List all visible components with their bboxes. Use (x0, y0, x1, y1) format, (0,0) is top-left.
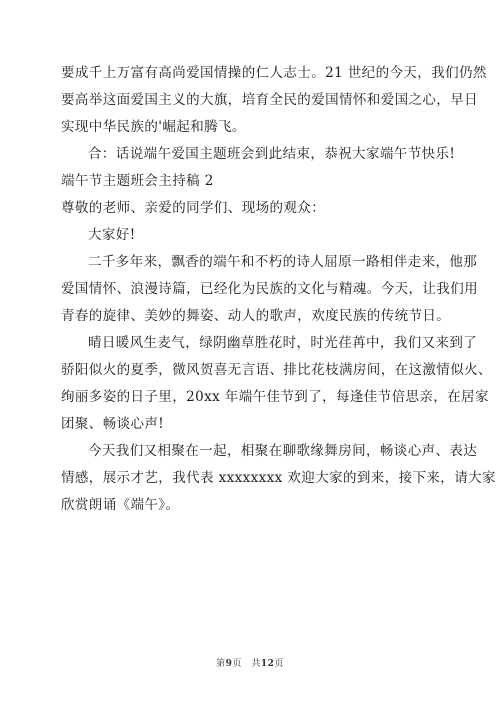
document-body (61, 60, 496, 519)
text-line: 团聚、畅谈心声! (61, 416, 165, 432)
page-footer (0, 656, 500, 669)
total-page-number: 12 (260, 659, 275, 669)
text-line: 情感，展示才艺，我代表 xxxxxxxx 欢迎大家的到来，接下来，请大家 (61, 470, 496, 486)
text-line: 实现中华民族的'崛起和腾飞。 (61, 119, 246, 135)
text-line: 要成千上万富有高尚爱国情操的仁人志士。21 世纪的今天，我们仍然 (61, 65, 487, 81)
footer-suffix: 页 (274, 659, 284, 669)
current-page-number: 9 (225, 659, 233, 669)
salutation: 尊敬的老师、亲爱的同学们、现场的观众： (61, 200, 326, 216)
text-line: 二千多年来，飘香的端午和不朽的诗人屈原一路相伴走来，他那 (88, 254, 478, 270)
closing-line: 合：话说端午爱国主题班会到此结束，恭祝大家端午节快乐! (88, 146, 456, 162)
text-line: 爱国情怀、浪漫诗篇，已经化为民族的文化与精魂。今天，让我们用 (61, 281, 478, 297)
footer-prefix: 第 (216, 659, 226, 669)
greeting: 大家好! (88, 227, 136, 243)
text-line: 绚丽多姿的日子里，20xx 年端午佳节到了，每逢佳节倍思亲，在居家 (61, 389, 489, 405)
section-heading: 端午节主题班会主持稿 2 (61, 173, 214, 189)
footer-middle: 页 共 (232, 659, 261, 669)
text-line: 晴日暖风生麦气，绿阴幽草胜花时，时光荏苒中，我们又来到了 (88, 335, 478, 351)
text-line: 骄阳似火的夏季，微风贺喜无言语、排比花枝满房间，在这激情似火、 (61, 362, 492, 378)
text-line: 青春的旋律、美妙的舞姿、动人的歌声，欢度民族的传统节日。 (61, 308, 451, 324)
text-line: 欣赏朗诵《端午》。 (61, 497, 180, 513)
text-line: 要高举这面爱国主义的大旗，培育全民的爱国情怀和爱国之心，早日 (61, 92, 478, 108)
text-line: 今天我们又相聚在一起，相聚在聊歌缘舞房间，畅谈心声、表达 (88, 443, 478, 459)
